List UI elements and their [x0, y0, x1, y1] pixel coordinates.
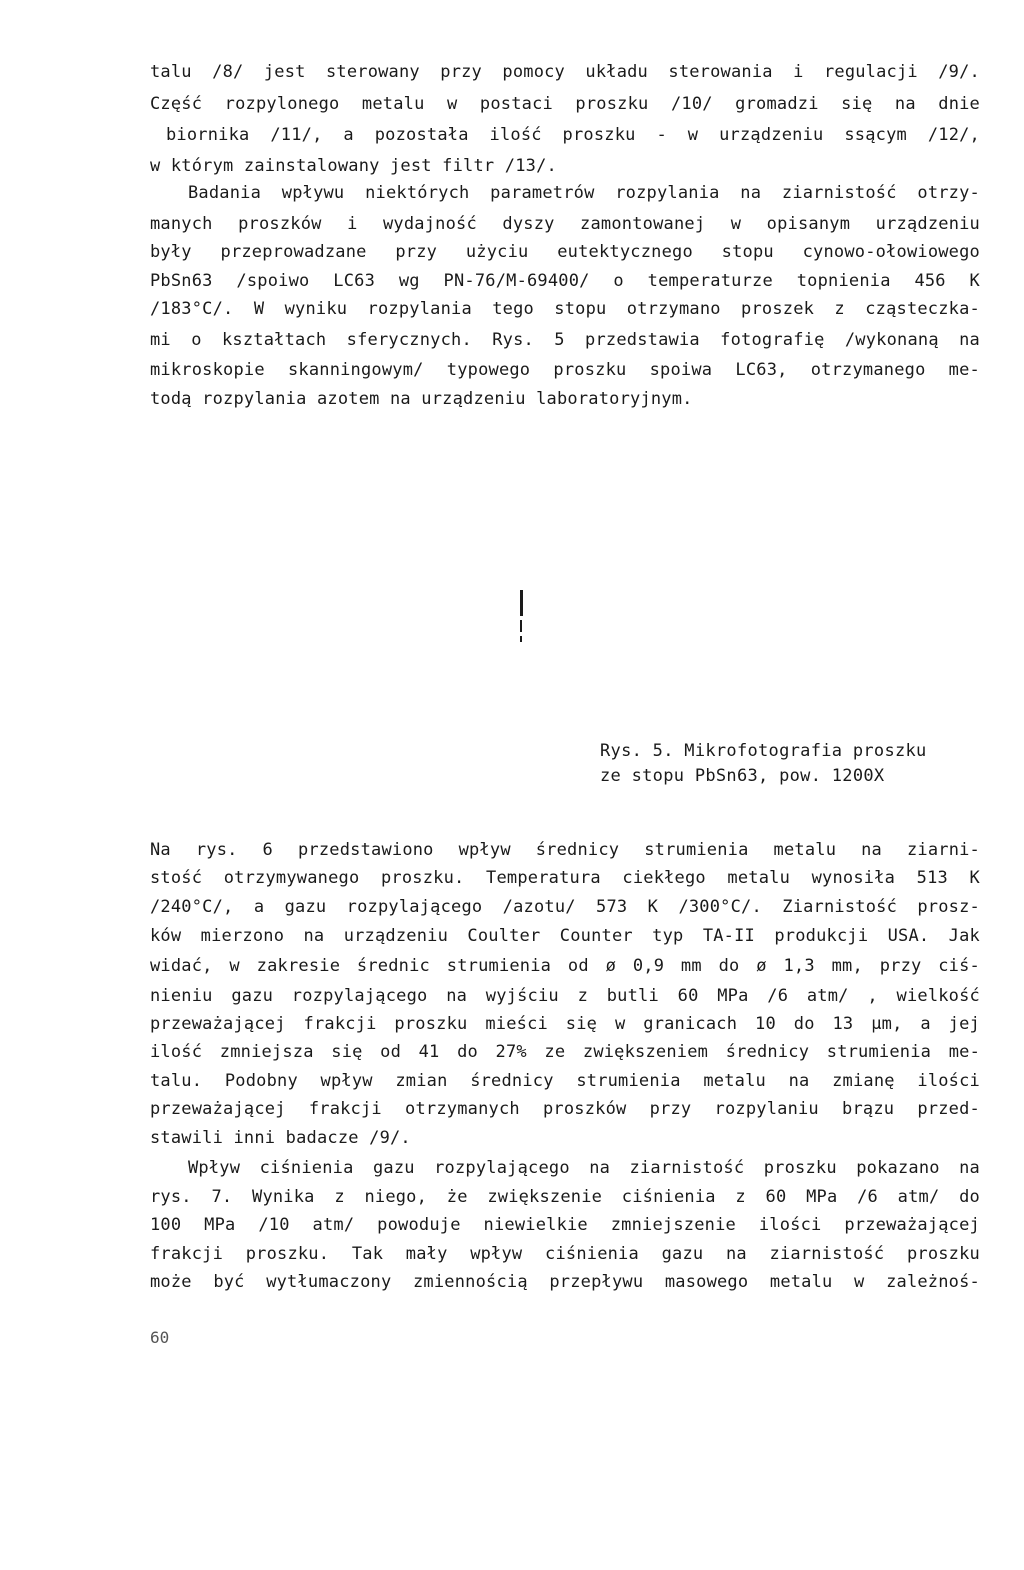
- text-line: przeważającej frakcji otrzymanych proszków przy rozpylaniu brązu przed-: [150, 1099, 980, 1119]
- text-line: Badania wpływu niektórych parametrów rozpylania na ziarnistość otrzy-: [188, 183, 980, 203]
- text-line: ilość zmniejsza się od 41 do 27% ze zwiększeniem średnicy strumienia me-: [150, 1042, 980, 1062]
- text-line: rys. 7. Wynika z niego, że zwiększenie ciśnienia z 60 MPa /6 atm/ do: [150, 1187, 980, 1207]
- text-line: stawili inni badacze /9/.: [150, 1128, 411, 1148]
- text-line: Część rozpylonego metalu w postaci proszku /10/ gromadzi się na dnie: [150, 94, 980, 114]
- text-line: talu. Podobny wpływ zmian średnicy strumienia metalu na zmianę ilości: [150, 1071, 980, 1091]
- text-line: /183°C/. W wyniku rozpylania tego stopu otrzymano proszek z cząsteczka-: [150, 299, 980, 319]
- text-line: ków mierzono na urządzeniu Coulter Counter typ TA-II produkcji USA. Jak: [150, 926, 980, 946]
- text-line: 100 MPa /10 atm/ powoduje niewielkie zmniejszenie ilości przeważającej: [150, 1215, 980, 1235]
- figure-area: [150, 430, 980, 730]
- text-line: manych proszków i wydajność dyszy zamontowanej w opisanym urządzeniu: [150, 214, 980, 234]
- figure-mark: [520, 590, 523, 616]
- text-line: todą rozpylania azotem na urządzeniu laboratoryjnym.: [150, 389, 693, 409]
- text-line: w którym zainstalowany jest filtr /13/.: [150, 156, 557, 176]
- text-line: talu /8/ jest sterowany przy pomocy układu sterowania i regulacji /9/.: [150, 62, 980, 82]
- figure-mark: [520, 620, 522, 632]
- text-line: mi o kształtach sferycznych. Rys. 5 przedstawia fotografię /wykonaną na: [150, 330, 980, 350]
- figure-caption: ze stopu PbSn63, pow. 1200X: [600, 766, 885, 786]
- text-line: może być wytłumaczony zmiennością przepływu masowego metalu w zależnoś-: [150, 1272, 980, 1292]
- text-line: mikroskopie skanningowym/ typowego proszku spoiwa LC63, otrzymanego me-: [150, 360, 980, 380]
- text-line: Na rys. 6 przedstawiono wpływ średnicy strumienia metalu na ziarni-: [150, 840, 980, 860]
- text-line: frakcji proszku. Tak mały wpływ ciśnienia gazu na ziarnistość proszku: [150, 1244, 980, 1264]
- text-line: przeważającej frakcji proszku mieści się w granicach 10 do 13 µm, a jej: [150, 1014, 980, 1034]
- text-line: Wpływ ciśnienia gazu rozpylającego na ziarnistość proszku pokazano na: [188, 1158, 980, 1178]
- figure-mark: [520, 636, 522, 642]
- text-line: widać, w zakresie średnic strumienia od ø 0,9 mm do ø 1,3 mm, przy ciś-: [150, 956, 980, 976]
- text-line: PbSn63 /spoiwo LC63 wg PN-76/M-69400/ o temperaturze topnienia 456 K: [150, 271, 980, 291]
- text-line: biornika /11/, a pozostała ilość proszku - w urządzeniu ssącym /12/,: [166, 125, 980, 145]
- text-line: /240°C/, a gazu rozpylającego /azotu/ 573 K /300°C/. Ziarnistość prosz-: [150, 897, 980, 917]
- text-line: były przeprowadzane przy użyciu eutektycznego stopu cynowo-ołowiowego: [150, 242, 980, 262]
- figure-caption: Rys. 5. Mikrofotografia proszku: [600, 741, 927, 761]
- page-number: 60: [150, 1328, 170, 1347]
- text-line: nieniu gazu rozpylającego na wyjściu z butli 60 MPa /6 atm/ , wielkość: [150, 986, 980, 1006]
- text-line: stość otrzymywanego proszku. Temperatura ciekłego metalu wynosiła 513 K: [150, 868, 980, 888]
